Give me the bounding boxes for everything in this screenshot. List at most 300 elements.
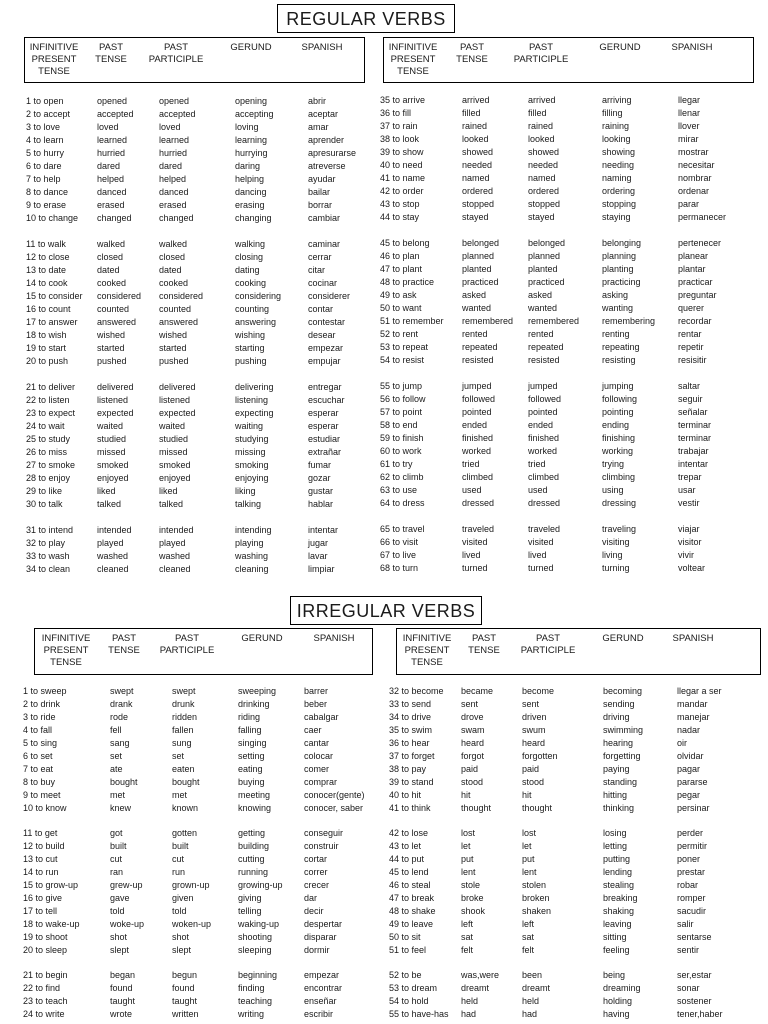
irregular-spanish-cell: crecer: [304, 880, 330, 891]
irregular-gerund-cell: getting: [238, 828, 266, 838]
irregular-gerund-cell: hearing: [603, 738, 634, 749]
irregular-infinitive-cell: 52 to be: [389, 970, 422, 980]
irregular-spanish-cell: nadar: [677, 725, 701, 736]
regular-past-participle-cell: missed: [159, 447, 188, 458]
regular-spanish-cell: recordar: [678, 316, 712, 327]
regular-gerund-cell: helping: [235, 174, 265, 185]
regular-gerund-cell: answering: [235, 317, 277, 328]
regular-infinitive-cell: 55 to jump: [380, 381, 423, 391]
irregular-infinitive-cell: 20 to sleep: [23, 945, 68, 956]
regular-gerund-cell: daring: [235, 161, 261, 172]
regular-infinitive-cell: 41 to name: [380, 173, 426, 184]
irregular-infinitive-cell: 5 to sing: [23, 738, 58, 749]
regular-infinitive-cell: 12 to close: [26, 252, 70, 263]
regular-gerund-cell: staying: [602, 212, 631, 223]
irregular-infinitive-cell: 38 to pay: [389, 764, 427, 775]
regular-infinitive-cell: 27 to smoke: [26, 460, 76, 471]
irregular-spanish-cell: dar: [304, 893, 318, 904]
regular-spanish-cell: seguir: [678, 394, 703, 405]
regular-past-tense-cell: walked: [97, 239, 126, 249]
regular-infinitive-cell: 32 to play: [26, 538, 66, 549]
regular-past-tense-cell: washed: [97, 551, 129, 562]
regular-past-tense-cell: traveled: [462, 524, 495, 534]
regular-gerund-cell: hurrying: [235, 148, 268, 159]
regular-past-participle-cell: accepted: [159, 109, 196, 120]
irregular-spanish-cell: persinar: [677, 803, 710, 814]
irregular-past-participle-cell: cut: [172, 854, 185, 865]
irregular-past-tense-cell: began: [110, 970, 136, 980]
regular-right-header-spanish: SPANISH: [671, 42, 713, 53]
regular-infinitive-cell: 34 to clean: [26, 564, 71, 575]
regular-past-participle-cell: ended: [528, 420, 554, 431]
regular-infinitive-cell: 28 to enjoy: [26, 473, 71, 484]
irregular-infinitive-cell: 49 to leave: [389, 919, 434, 930]
regular-past-tense-cell: opened: [97, 96, 128, 106]
irregular-past-participle-cell: held: [522, 996, 540, 1007]
regular-infinitive-cell: 33 to wash: [26, 551, 70, 562]
irregular-infinitive-cell: 7 to eat: [23, 764, 54, 775]
regular-spanish-cell: fumar: [308, 460, 332, 471]
regular-infinitive-cell: 2 to accept: [26, 109, 71, 120]
regular-infinitive-cell: 18 to wish: [26, 330, 67, 341]
regular-spanish-cell: empezar: [308, 343, 344, 354]
irregular-spanish-cell: dormir: [304, 945, 330, 956]
regular-past-participle-cell: danced: [159, 187, 189, 198]
irregular-past-tense-cell: cut: [110, 854, 123, 865]
regular-past-tense-cell: lived: [462, 550, 481, 561]
regular-past-participle-cell: traveled: [528, 524, 561, 534]
irregular-past-participle-cell: ridden: [172, 712, 198, 723]
irregular-gerund-cell: being: [603, 970, 626, 980]
irregular-past-tense-cell: put: [461, 854, 474, 865]
irregular-spanish-cell: cabalgar: [304, 712, 339, 723]
regular-spanish-cell: plantar: [678, 264, 706, 275]
regular-past-participle-cell: dated: [159, 265, 182, 276]
irregular-right-header-infinitive: INFINITIVE PRESENT TENSE: [402, 633, 452, 668]
irregular-spanish-cell: pagar: [677, 764, 701, 775]
irregular-spanish-cell: pararse: [677, 777, 708, 788]
regular-past-participle-cell: studied: [159, 434, 189, 445]
regular-past-participle-cell: looked: [528, 134, 555, 145]
regular-past-tense-cell: expected: [97, 408, 134, 419]
irregular-past-tense-cell: let: [461, 841, 471, 852]
regular-gerund-cell: changing: [235, 213, 272, 224]
regular-infinitive-cell: 29 to like: [26, 486, 63, 497]
regular-gerund-cell: cleaning: [235, 564, 269, 575]
irregular-right-header-spanish: SPANISH: [672, 633, 714, 644]
regular-past-tense-cell: arrived: [462, 95, 490, 105]
regular-infinitive-cell: 36 to fill: [380, 108, 412, 119]
regular-gerund-cell: dressing: [602, 498, 637, 509]
regular-infinitive-cell: 63 to use: [380, 485, 418, 496]
irregular-past-participle-cell: stood: [522, 777, 545, 788]
regular-infinitive-cell: 52 to rent: [380, 329, 419, 340]
irregular-past-tense-cell: wrote: [110, 1009, 133, 1020]
regular-past-participle-cell: opened: [159, 96, 190, 106]
irregular-spanish-cell: manejar: [677, 712, 710, 723]
regular-gerund-cell: playing: [235, 538, 264, 549]
regular-spanish-cell: desear: [308, 330, 336, 341]
irregular-gerund-cell: drinking: [238, 699, 270, 710]
irregular-past-tense-cell: hit: [461, 790, 471, 801]
irregular-past-participle-cell: heard: [522, 738, 546, 749]
regular-gerund-cell: arriving: [602, 95, 632, 105]
regular-past-participle-cell: stopped: [528, 199, 561, 210]
irregular-gerund-cell: singing: [238, 738, 267, 749]
regular-past-tense-cell: hurried: [97, 148, 126, 159]
irregular-infinitive-cell: 9 to meet: [23, 790, 61, 801]
irregular-past-participle-cell: built: [172, 841, 189, 852]
regular-spanish-cell: contestar: [308, 317, 346, 328]
regular-past-tense-cell: followed: [462, 394, 496, 405]
regular-spanish-cell: cambiar: [308, 213, 341, 224]
regular-gerund-cell: washing: [235, 551, 269, 562]
irregular-gerund-cell: driving: [603, 712, 630, 723]
irregular-verbs-title: IRREGULAR VERBS: [290, 596, 482, 625]
irregular-past-participle-cell: swept: [172, 686, 196, 696]
irregular-infinitive-cell: 44 to put: [389, 854, 425, 865]
regular-past-participle-cell: closed: [159, 252, 186, 263]
regular-past-participle-cell: listened: [159, 395, 191, 406]
irregular-spanish-cell: decir: [304, 906, 324, 917]
regular-past-tense-cell: enjoyed: [97, 473, 129, 484]
irregular-past-tense-cell: lent: [461, 867, 476, 878]
regular-infinitive-cell: 23 to expect: [26, 408, 76, 419]
regular-past-participle-cell: cleaned: [159, 564, 191, 575]
irregular-past-participle-cell: broken: [522, 893, 550, 904]
regular-past-participle-cell: wished: [159, 330, 188, 341]
regular-past-participle-cell: dared: [159, 161, 183, 172]
regular-left-header-spanish: SPANISH: [301, 42, 343, 53]
irregular-infinitive-cell: 19 to shoot: [23, 932, 68, 943]
irregular-spanish-cell: beber: [304, 699, 328, 710]
regular-spanish-cell: trepar: [678, 472, 702, 483]
irregular-spanish-cell: comprar: [304, 777, 338, 788]
regular-infinitive-cell: 20 to push: [26, 356, 69, 367]
irregular-gerund-cell: knowing: [238, 803, 272, 814]
regular-spanish-cell: visitor: [678, 537, 702, 548]
irregular-past-participle-cell: shot: [172, 932, 190, 943]
regular-gerund-cell: waiting: [235, 421, 264, 432]
regular-past-participle-cell: rented: [528, 329, 554, 340]
regular-past-tense-cell: cleaned: [97, 564, 129, 575]
regular-gerund-cell: learning: [235, 135, 268, 146]
irregular-spanish-cell: disparar: [304, 932, 337, 943]
regular-past-participle-cell: delivered: [159, 382, 196, 392]
regular-past-tense-cell: ordered: [462, 186, 494, 197]
regular-past-participle-cell: wanted: [528, 303, 558, 314]
regular-past-participle-cell: liked: [159, 486, 178, 497]
irregular-spanish-cell: despertar: [304, 919, 343, 930]
regular-infinitive-cell: 53 to repeat: [380, 342, 429, 353]
regular-spanish-cell: apresurarse: [308, 148, 357, 159]
regular-past-tense-cell: considered: [97, 291, 142, 302]
regular-spanish-cell: aprender: [308, 135, 345, 146]
regular-past-participle-cell: finished: [528, 433, 560, 444]
irregular-past-tense-cell: fell: [110, 725, 122, 736]
irregular-past-participle-cell: become: [522, 686, 555, 696]
irregular-gerund-cell: lending: [603, 867, 633, 878]
regular-past-participle-cell: asked: [528, 290, 553, 301]
irregular-spanish-cell: correr: [304, 867, 328, 878]
irregular-left-header-gerund: GERUND: [241, 633, 283, 644]
regular-spanish-cell: practicar: [678, 277, 713, 288]
irregular-past-participle-cell: felt: [522, 945, 535, 956]
regular-past-tense-cell: rained: [462, 121, 488, 132]
regular-past-tense-cell: repeated: [462, 342, 498, 353]
regular-past-tense-cell: belonged: [462, 238, 500, 248]
irregular-spanish-cell: mandar: [677, 699, 708, 710]
regular-infinitive-cell: 1 to open: [26, 96, 64, 106]
regular-gerund-cell: trying: [602, 459, 625, 470]
regular-gerund-cell: dancing: [235, 187, 267, 198]
irregular-spanish-cell: sentir: [677, 945, 700, 956]
irregular-infinitive-cell: 3 to ride: [23, 712, 56, 723]
regular-gerund-cell: loving: [235, 122, 259, 133]
regular-infinitive-cell: 8 to dance: [26, 187, 69, 198]
irregular-spanish-cell: caer: [304, 725, 322, 736]
regular-spanish-cell: querer: [678, 303, 705, 314]
regular-right-header-past-tense: PAST TENSE: [456, 42, 488, 65]
irregular-past-tense-cell: drank: [110, 699, 133, 710]
irregular-past-participle-cell: met: [172, 790, 188, 801]
irregular-spanish-cell: olvidar: [677, 751, 704, 762]
irregular-past-participle-cell: run: [172, 867, 186, 878]
regular-infinitive-cell: 42 to order: [380, 186, 424, 197]
regular-infinitive-cell: 60 to work: [380, 446, 422, 457]
irregular-infinitive-cell: 12 to build: [23, 841, 65, 852]
regular-gerund-cell: raining: [602, 121, 630, 132]
regular-spanish-cell: intentar: [678, 459, 709, 470]
regular-past-tense-cell: studied: [97, 434, 127, 445]
regular-infinitive-cell: 50 to want: [380, 303, 422, 314]
regular-past-tense-cell: liked: [97, 486, 116, 497]
irregular-infinitive-cell: 55 to have-has: [389, 1009, 449, 1020]
regular-past-tense-cell: needed: [462, 160, 493, 171]
irregular-gerund-cell: eating: [238, 764, 263, 775]
irregular-past-tense-cell: ran: [110, 867, 124, 878]
regular-past-participle-cell: rained: [528, 121, 554, 132]
regular-past-participle-cell: climbed: [528, 472, 560, 483]
regular-gerund-cell: ending: [602, 420, 630, 431]
regular-infinitive-cell: 17 to answer: [26, 317, 78, 328]
regular-spanish-cell: terminar: [678, 420, 712, 431]
irregular-gerund-cell: meeting: [238, 790, 271, 801]
irregular-past-tense-cell: swept: [110, 686, 134, 696]
irregular-infinitive-cell: 24 to write: [23, 1009, 65, 1020]
irregular-spanish-cell: conocer(gente): [304, 790, 365, 801]
irregular-infinitive-cell: 37 to forget: [389, 751, 435, 762]
irregular-past-tense-cell: told: [110, 906, 125, 917]
irregular-infinitive-cell: 42 to lose: [389, 828, 429, 838]
regular-past-tense-cell: turned: [462, 563, 488, 574]
regular-infinitive-cell: 47 to plant: [380, 264, 423, 275]
regular-past-participle-cell: remembered: [528, 316, 580, 327]
irregular-past-participle-cell: paid: [522, 764, 540, 775]
regular-spanish-cell: trabajar: [678, 446, 709, 457]
regular-infinitive-cell: 65 to travel: [380, 524, 425, 534]
regular-infinitive-cell: 30 to talk: [26, 499, 63, 510]
irregular-spanish-cell: prestar: [677, 867, 706, 878]
irregular-infinitive-cell: 32 to become: [389, 686, 444, 696]
irregular-gerund-cell: paying: [603, 764, 630, 775]
irregular-gerund-cell: forgetting: [603, 751, 641, 762]
regular-gerund-cell: talking: [235, 499, 262, 510]
regular-infinitive-cell: 3 to love: [26, 122, 61, 133]
irregular-gerund-cell: breaking: [603, 893, 638, 904]
regular-past-tense-cell: remembered: [462, 316, 514, 327]
irregular-spanish-cell: barrer: [304, 686, 329, 696]
irregular-past-participle-cell: left: [522, 919, 535, 930]
regular-past-participle-cell: showed: [528, 147, 560, 158]
regular-spanish-cell: atreverse: [308, 161, 346, 172]
regular-past-tense-cell: worked: [462, 446, 492, 457]
regular-infinitive-cell: 48 to practice: [380, 277, 435, 288]
regular-right-header-past-participle: PAST PARTICIPLE: [513, 42, 569, 65]
regular-infinitive-cell: 54 to resist: [380, 355, 425, 366]
regular-past-participle-cell: worked: [528, 446, 558, 457]
regular-past-tense-cell: learned: [97, 135, 128, 146]
regular-gerund-cell: smoking: [235, 460, 269, 471]
regular-spanish-cell: señalar: [678, 407, 708, 418]
irregular-past-participle-cell: written: [172, 1009, 199, 1020]
irregular-infinitive-cell: 18 to wake-up: [23, 919, 80, 930]
regular-infinitive-cell: 15 to consider: [26, 291, 83, 302]
regular-gerund-cell: belonging: [602, 238, 642, 248]
irregular-past-participle-cell: grown-up: [172, 880, 210, 891]
irregular-infinitive-cell: 14 to run: [23, 867, 59, 878]
irregular-past-participle-cell: stolen: [522, 880, 547, 891]
regular-past-participle-cell: cooked: [159, 278, 189, 289]
regular-spanish-cell: rentar: [678, 329, 702, 340]
irregular-spanish-cell: conocer, saber: [304, 803, 364, 814]
irregular-infinitive-cell: 43 to let: [389, 841, 422, 852]
regular-gerund-cell: erasing: [235, 200, 265, 211]
regular-spanish-cell: escuchar: [308, 395, 345, 406]
regular-past-participle-cell: needed: [528, 160, 559, 171]
irregular-right-header-past-tense: PAST TENSE: [468, 633, 500, 656]
irregular-infinitive-cell: 53 to dream: [389, 983, 438, 994]
irregular-spanish-cell: empezar: [304, 970, 340, 980]
irregular-gerund-cell: finding: [238, 983, 265, 994]
irregular-gerund-cell: giving: [238, 893, 262, 904]
regular-past-tense-cell: talked: [97, 499, 122, 510]
irregular-gerund-cell: shaking: [603, 906, 635, 917]
irregular-past-tense-cell: dreamt: [461, 983, 490, 994]
regular-infinitive-cell: 51 to remember: [380, 316, 444, 327]
irregular-past-tense-cell: ate: [110, 764, 123, 775]
irregular-gerund-cell: dreaming: [603, 983, 641, 994]
irregular-past-tense-cell: sat: [461, 932, 474, 943]
irregular-infinitive-cell: 39 to stand: [389, 777, 434, 788]
regular-gerund-cell: studying: [235, 434, 269, 445]
regular-past-tense-cell: rented: [462, 329, 488, 340]
regular-infinitive-cell: 44 to stay: [380, 212, 420, 223]
regular-past-participle-cell: enjoyed: [159, 473, 191, 484]
regular-past-participle-cell: filled: [528, 108, 547, 119]
regular-gerund-cell: delivering: [235, 382, 274, 392]
regular-past-tense-cell: planned: [462, 251, 495, 262]
regular-past-tense-cell: ended: [462, 420, 488, 431]
regular-spanish-cell: hablar: [308, 499, 334, 510]
regular-past-tense-cell: wanted: [462, 303, 492, 314]
irregular-spanish-cell: perder: [677, 828, 704, 838]
regular-gerund-cell: walking: [235, 239, 266, 249]
irregular-past-tense-cell: heard: [461, 738, 485, 749]
irregular-past-participle-cell: let: [522, 841, 532, 852]
irregular-spanish-cell: permitir: [677, 841, 708, 852]
irregular-gerund-cell: riding: [238, 712, 261, 723]
regular-past-participle-cell: talked: [159, 499, 184, 510]
regular-past-participle-cell: walked: [159, 239, 188, 249]
regular-past-participle-cell: ordered: [528, 186, 560, 197]
irregular-past-participle-cell: told: [172, 906, 187, 917]
irregular-spanish-cell: sostener: [677, 996, 712, 1007]
regular-past-tense-cell: climbed: [462, 472, 494, 483]
regular-past-participle-cell: learned: [159, 135, 190, 146]
regular-spanish-cell: cerrar: [308, 252, 332, 263]
regular-gerund-cell: renting: [602, 329, 630, 340]
regular-spanish-cell: llenar: [678, 108, 701, 119]
regular-past-tense-cell: dared: [97, 161, 121, 172]
irregular-past-participle-cell: slept: [172, 945, 192, 956]
regular-infinitive-cell: 45 to belong: [380, 238, 430, 248]
regular-gerund-cell: showing: [602, 147, 636, 158]
irregular-spanish-cell: romper: [677, 893, 706, 904]
irregular-spanish-cell: encontrar: [304, 983, 343, 994]
regular-gerund-cell: intending: [235, 525, 272, 535]
regular-gerund-cell: enjoying: [235, 473, 269, 484]
regular-gerund-cell: practicing: [602, 277, 641, 288]
regular-past-tense-cell: loved: [97, 122, 119, 133]
irregular-infinitive-cell: 16 to give: [23, 893, 63, 904]
regular-gerund-cell: finishing: [602, 433, 636, 444]
regular-past-participle-cell: resisted: [528, 355, 560, 366]
irregular-infinitive-cell: 15 to grow-up: [23, 880, 79, 891]
irregular-gerund-cell: sending: [603, 699, 635, 710]
regular-infinitive-cell: 64 to dress: [380, 498, 425, 509]
regular-past-tense-cell: dated: [97, 265, 120, 276]
irregular-past-tense-cell: gave: [110, 893, 130, 904]
regular-spanish-cell: bailar: [308, 187, 331, 198]
regular-past-tense-cell: filled: [462, 108, 481, 119]
regular-infinitive-cell: 24 to wait: [26, 421, 65, 432]
regular-spanish-cell: estudiar: [308, 434, 341, 445]
irregular-left-header-past-participle: PAST PARTICIPLE: [159, 633, 215, 656]
regular-past-tense-cell: erased: [97, 200, 125, 211]
regular-gerund-cell: liking: [235, 486, 256, 497]
irregular-past-participle-cell: sent: [522, 699, 540, 710]
regular-past-participle-cell: expected: [159, 408, 196, 419]
regular-past-tense-cell: visited: [462, 537, 488, 548]
regular-gerund-cell: counting: [235, 304, 270, 315]
regular-right-header-gerund: GERUND: [599, 42, 641, 53]
regular-infinitive-cell: 4 to learn: [26, 135, 64, 146]
irregular-past-participle-cell: lost: [522, 828, 537, 838]
irregular-infinitive-cell: 34 to drive: [389, 712, 432, 723]
regular-left-header-past-participle: PAST PARTICIPLE: [148, 42, 204, 65]
irregular-past-participle-cell: swum: [522, 725, 546, 736]
irregular-spanish-cell: sonar: [677, 983, 700, 994]
irregular-past-tense-cell: bought: [110, 777, 138, 788]
regular-past-participle-cell: pushed: [159, 356, 189, 367]
irregular-past-tense-cell: grew-up: [110, 880, 143, 891]
regular-spanish-cell: abrir: [308, 96, 327, 106]
irregular-infinitive-cell: 45 to lend: [389, 867, 429, 878]
regular-past-tense-cell: stopped: [462, 199, 495, 210]
regular-infinitive-cell: 35 to arrive: [380, 95, 426, 105]
regular-gerund-cell: closing: [235, 252, 264, 263]
